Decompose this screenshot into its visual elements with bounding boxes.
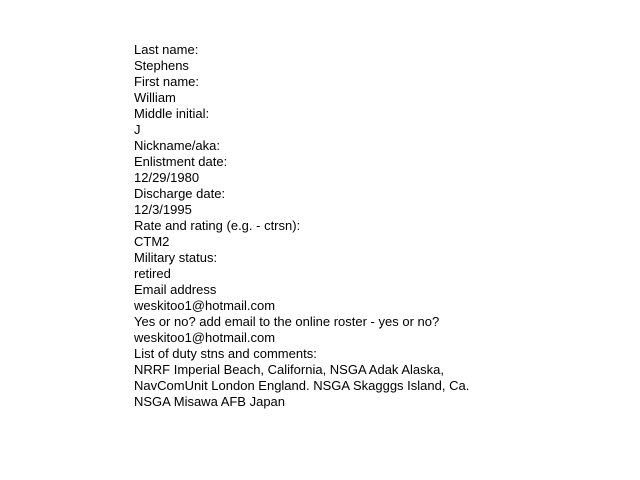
last-name-value: Stephens: [134, 58, 189, 73]
duty-stations-line: NSGA Misawa AFB Japan: [134, 394, 286, 409]
enlistment-date-value: 12/29/1980: [134, 170, 200, 185]
discharge-date-label: Discharge date:: [134, 186, 226, 201]
duty-stations-label: List of duty stns and comments:: [134, 346, 317, 361]
rate-rating-value: CTM2: [134, 234, 170, 249]
roster-consent-label: Yes or no? add email to the online roster - yes or no?: [134, 314, 440, 329]
roster-consent-value: weskitoo1@hotmail.com: [134, 330, 276, 345]
enlistment-date-label: Enlistment date:: [134, 154, 228, 169]
last-name-label: Last name:: [134, 42, 199, 57]
discharge-date-value: 12/3/1995: [134, 202, 192, 217]
duty-stations-line: NavComUnit London England. NSGA Skagggs Island, Ca.: [134, 378, 470, 393]
nickname-label: Nickname/aka:: [134, 138, 220, 153]
record-sheet: [134, 42, 614, 410]
email-value: weskitoo1@hotmail.com: [134, 298, 276, 313]
rate-rating-label: Rate and rating (e.g. - ctrsn):: [134, 218, 301, 233]
duty-stations-line: NRRF Imperial Beach, California, NSGA Adak Alaska,: [134, 362, 444, 377]
email-label: Email address: [134, 282, 217, 297]
military-status-value: retired: [134, 266, 171, 281]
middle-initial-value: J: [134, 122, 141, 137]
middle-initial-label: Middle initial:: [134, 106, 210, 121]
first-name-value: William: [134, 90, 176, 105]
military-status-label: Military status:: [134, 250, 218, 265]
first-name-label: First name:: [134, 74, 200, 89]
